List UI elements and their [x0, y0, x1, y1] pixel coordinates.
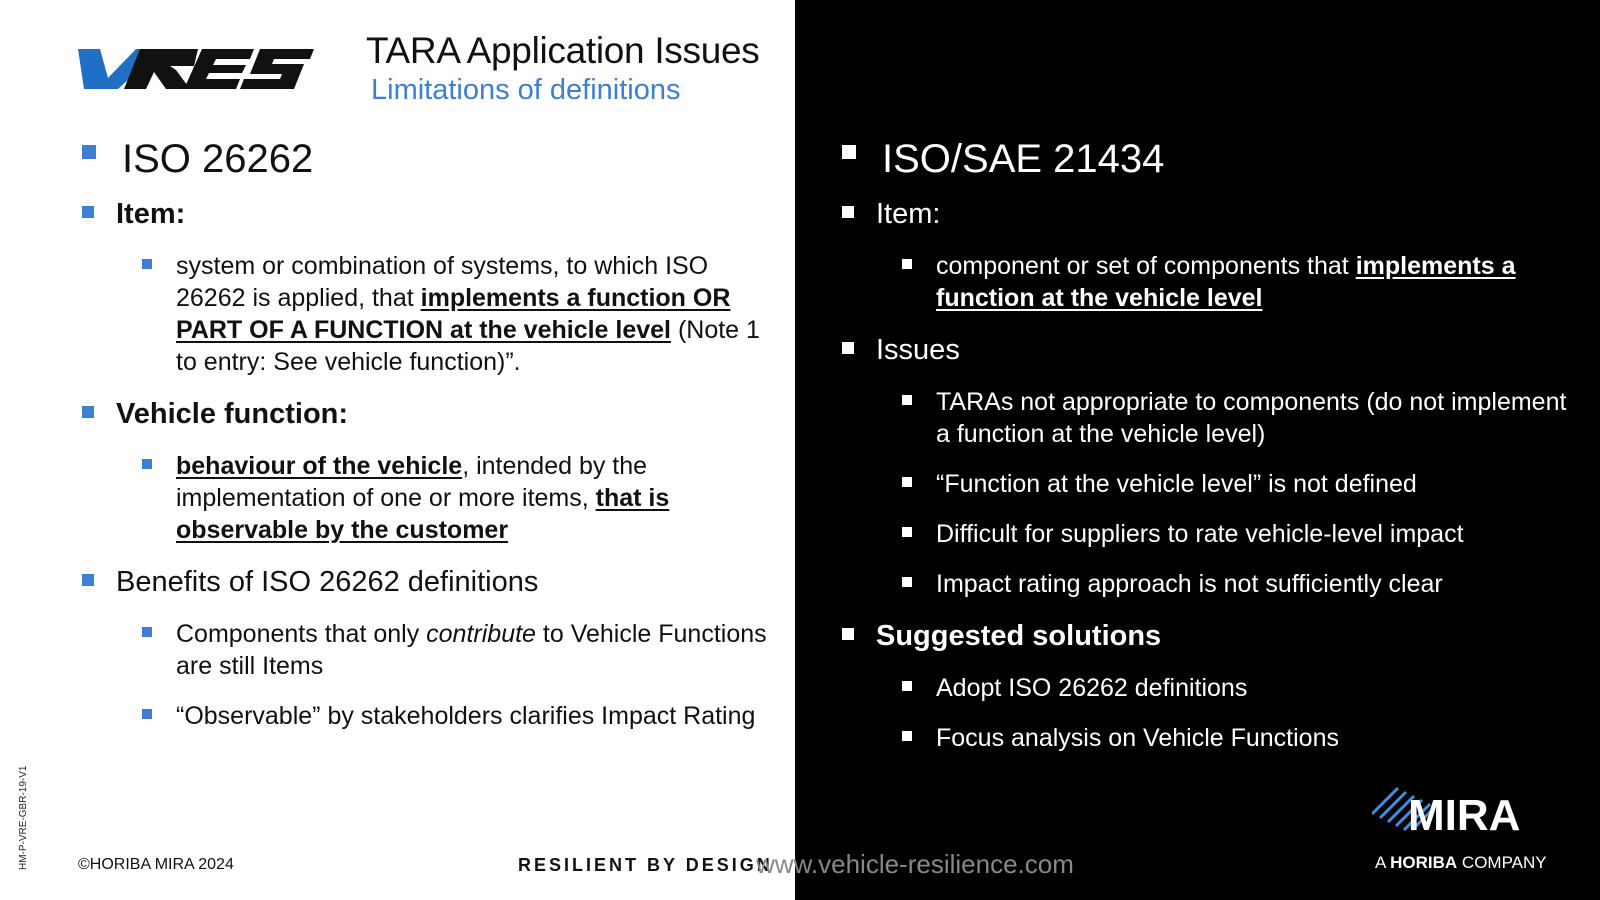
- item-definition-text: system or combination of systems, to which ISO 26262 is applied, that: [176, 252, 709, 312]
- suggested-solutions-label: Suggested solutions: [840, 618, 1580, 654]
- iso-sae-21434-heading: ISO/SAE 21434: [840, 134, 1580, 184]
- item-label: Item:: [80, 196, 780, 232]
- item-label: Item:: [840, 196, 1580, 232]
- issues-label: Issues: [840, 332, 1580, 368]
- company-tagline: [1375, 853, 1547, 873]
- issue-item: Difficult for suppliers to rate vehicle-level impact: [900, 518, 1580, 550]
- slide-title: TARA Application Issues: [366, 30, 760, 71]
- item-definition-note: (Note 1 to entry: See vehicle function)”.: [176, 316, 760, 376]
- issue-item: “Function at the vehicle level” is not defined: [900, 468, 1580, 500]
- benefit-italic: contribute: [426, 620, 536, 648]
- item-definition-emphasis: implements a function at the vehicle level: [936, 252, 1516, 312]
- website-link[interactable]: www.vehicle-resilience.com: [756, 849, 1074, 879]
- benefit-item: “Observable” by stakeholders clarifies Impact Rating: [140, 700, 780, 732]
- vres-logo: [78, 44, 314, 94]
- mira-logo: [1372, 784, 1562, 834]
- company-tagline-prefix: A: [1375, 853, 1391, 872]
- benefit-text-2: to Vehicle Functions are still Items: [176, 620, 767, 680]
- benefit-text-1: Components that only: [176, 620, 427, 648]
- item-definition: [900, 250, 1580, 314]
- item-definition-emphasis: implements a function OR PART OF A FUNCTION at the vehicle level: [176, 284, 731, 344]
- slide-subtitle: Limitations of definitions: [371, 74, 681, 106]
- mira-logo-text: MIRA: [1408, 791, 1521, 834]
- vehicle-function-text: , intended by the implementation of one or more items,: [176, 452, 648, 512]
- copyright-text: ©HORIBA MIRA 2024: [78, 856, 234, 873]
- solution-item: Focus analysis on Vehicle Functions: [900, 722, 1580, 754]
- item-definition-text: component or set of components that: [936, 252, 1356, 280]
- iso-sae-21434-column: [840, 134, 1580, 772]
- document-code: HM-P-VRE-GBR-19-V1: [18, 765, 29, 870]
- slogan-text: RESILIENT BY DESIGN: [518, 855, 773, 875]
- iso-26262-column: [80, 134, 780, 750]
- benefit-item: [140, 618, 780, 682]
- item-definition: [140, 250, 780, 378]
- benefits-label: Benefits of ISO 26262 definitions: [80, 564, 780, 600]
- iso-26262-heading: ISO 26262: [80, 134, 780, 184]
- vehicle-function-definition: [140, 450, 780, 546]
- issue-item: Impact rating approach is not sufficiently clear: [900, 568, 1580, 600]
- solution-item: Adopt ISO 26262 definitions: [900, 672, 1580, 704]
- vehicle-function-label: Vehicle function:: [80, 396, 780, 432]
- company-tagline-horiba: HORIBA: [1390, 853, 1458, 872]
- issue-item: TARAs not appropriate to components (do not implement a function at the vehicle level): [900, 386, 1580, 450]
- vehicle-function-emphasis-1: behaviour of the vehicle: [176, 452, 463, 480]
- company-tagline-suffix: COMPANY: [1457, 853, 1547, 872]
- vehicle-function-emphasis-2: that is observable by the customer: [176, 484, 670, 544]
